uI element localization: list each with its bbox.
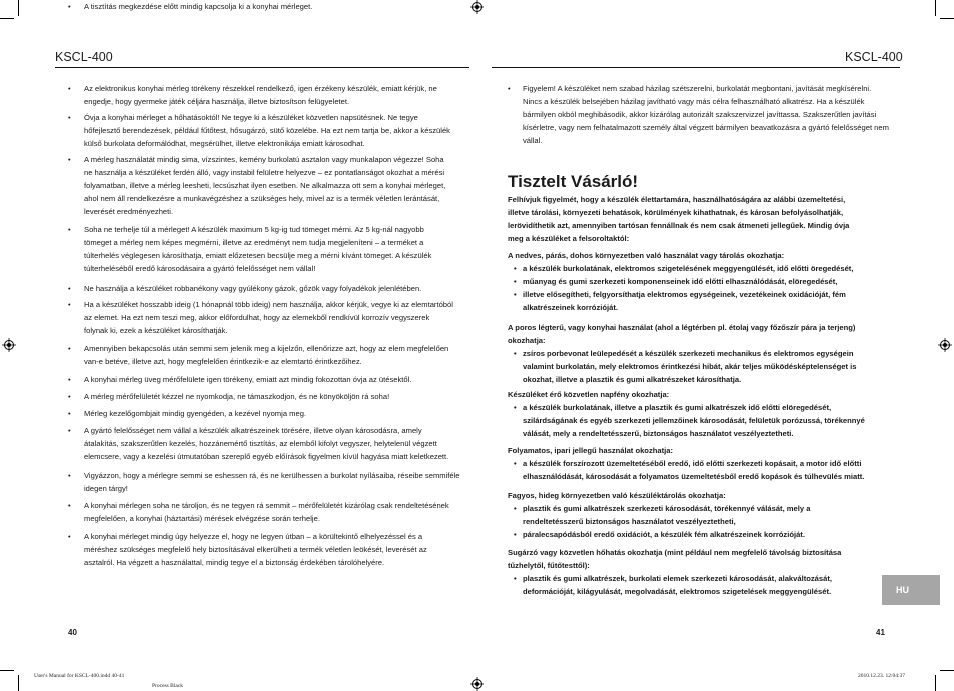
footer-process: Process Black: [152, 683, 184, 689]
list-item: [68, 342, 468, 368]
header-rule-right: [492, 67, 900, 68]
bullet-marker: •: [68, 532, 71, 541]
bullet-marker: •: [508, 84, 511, 93]
bullet-marker: •: [514, 277, 517, 286]
header-rule-left: [55, 67, 469, 68]
bullet-marker: •: [68, 426, 71, 435]
list-item-line: vállal.: [523, 136, 543, 145]
list-item-line: leverését eredményezheti.: [84, 207, 174, 216]
footer-datetime: 2010.12.23. 12:04:37: [858, 673, 906, 679]
header-model-right: KSCL-400: [845, 50, 903, 64]
bullet-marker: •: [514, 349, 517, 358]
bullet-marker: •: [68, 471, 71, 480]
list-item-line: elemcsere, vagy a kezelési útmutatóban szereplő egyéb előírások figyelmen kívül hagyása miatt keletkezett.: [84, 452, 449, 461]
list-item-line: túlterhelés véglegesen károsíthatja, emiatt előzetesen becsülje meg a mérni kívánt tömeget. A készülék: [84, 251, 432, 260]
intro-paragraph-line: lerövidíthetik azt, amennyiben tartósan fennállnak és nem csak átmeneti jellegűek. Mindig óvja: [508, 221, 850, 230]
section-heading: [508, 388, 669, 401]
list-item: [68, 0, 468, 13]
bullet-marker: •: [68, 2, 71, 11]
section-item-line: valamint burkolatán, mely elektromos érintkezési hibát, akár teljes működésképtelenséget is: [523, 362, 857, 371]
section-item: [514, 347, 856, 386]
list-item-line: külső burkolata deformálódhat, megsérülhet, illetve elektronikája emiatt károsodhat.: [84, 139, 365, 148]
list-item-line: Ne használja a készüléket robbanékony vagy gyúlékony gázok, gőzök vagy folyadékok jelenlétében.: [84, 284, 422, 293]
intro-paragraph-line: illetve tárolási, környezeti behatások, körülmények kihathatnak, és károsan befolyásolhatják,: [508, 208, 844, 217]
crop-mark: [940, 18, 954, 19]
bullet-marker: •: [514, 459, 517, 468]
section-item-line: szilárdságának és egyéb szerkezeti jellemzőinek károsodását, felületük porózussá, törékennyé: [523, 416, 865, 425]
intro-paragraph: [508, 193, 849, 245]
list-item-line: kísérletre, vagy nem felhatalmazott személy által végzett bármilyen beavatkozásra a gyártó felelősséget nem: [523, 123, 889, 132]
section-heading-line: tűzhelytől, fűtőtesttől):: [508, 561, 590, 570]
list-item-line: Az elektronikus konyhai mérleg törékeny részekkel rendelkező, igen érzékeny készülék, emiatt kérjük, ne: [84, 84, 437, 93]
list-item-line: tömeget a mérleg nem képes megmérni, illetve az eredményt nem tudja megjeleníteni – a terméket a: [84, 238, 424, 247]
list-item: [68, 499, 468, 525]
bullet-marker: •: [68, 113, 71, 122]
list-item-line: asztalról. Ha végzett a használattal, mindig tegye el a biztonság érdekében tárolóhelyére.: [84, 558, 385, 567]
list-item-line: átalakítás, szakszerűtlen kezelés, hozzánemértő tisztítás, az elemből kifolyt vegyszer, helytelenül végzett: [84, 439, 437, 448]
registration-mark-icon: [470, 0, 484, 14]
list-item-line: ahol nem áll rendelkezésre a munkavégzéshez a szükséges hely, mivel az is a termék véletlen lerántását,: [84, 194, 440, 203]
list-item-line: Óvja a konyhai mérleget a hőhatásoktól! Ne tegye ki a készüléket közvetlen napsütésnek. Ne tegye: [84, 113, 418, 122]
bullet-marker: •: [68, 84, 71, 93]
list-item: [68, 82, 468, 108]
list-item: [68, 153, 468, 218]
bullet-marker: •: [68, 501, 71, 510]
bullet-marker: •: [514, 403, 517, 412]
section-heading-line: Fagyos, hideg környezetben való készüléktárolás okozhatja:: [508, 491, 726, 500]
section-item-line: páralecsapódásból eredő oxidációt, a készülék fém alkatrészeinek korrózióját.: [523, 530, 805, 539]
crop-mark: [935, 675, 936, 691]
page-number-right: 41: [876, 628, 885, 637]
list-item-line: bármilyen okból meghibásodik, akkor kizárólag autorizált szakszervizzel javíttassa. Szakszerűtlen javítási: [523, 110, 877, 119]
list-item-line: idegen tárgy!: [84, 484, 128, 493]
section-item-line: műanyag és gumi szerkezeti komponenseinek idő előtti elhasználódását, elöregedését,: [523, 277, 838, 286]
list-item: [68, 424, 468, 463]
language-tab: [882, 575, 940, 605]
list-item: [68, 469, 468, 495]
section-heading: [508, 444, 673, 457]
section-heading: [508, 489, 726, 502]
bullet-marker: •: [68, 225, 71, 234]
section-item: [514, 502, 810, 528]
list-item-line: túlterheléséből eredő károsodásaira a gyártó felelősséget nem vállal!: [84, 264, 316, 273]
list-item-line: A konyhai mérleget mindig úgy helyezze el, hogy ne legyen útban – a körültekintő elhelyezéssel és a: [84, 532, 423, 541]
list-item-line: van-e betéve, illetve azt, hogy megfelelően érintkezik-e az elemtartó érintkezőihez.: [84, 357, 362, 366]
section-item-line: elhasználódását, károsodását a folyamatos üzemeltetésből eredő kopások és túlhevülés miatt.: [523, 472, 865, 481]
list-item: [68, 407, 468, 420]
list-item-line: A mérleg használatát mindig sima, vízszintes, kemény burkolatú asztalon vagy munkalapon végezze! Soha: [84, 155, 444, 164]
section-item-line: plasztik és gumi alkatrészek szerkezeti károsodását, törékennyé válását, mely a: [523, 504, 811, 513]
section-heading: [508, 249, 784, 262]
list-item-line: engedje, hogy gyermeke játék céljára használja, illetve biztosítson felügyeletet.: [84, 97, 350, 106]
footer-file: User's Manual for KSCL-400.indd 40-41: [34, 673, 125, 679]
list-item-line: A gyártó felelősséget nem vállal a készülék alkatrészeinek törésére, illetve olyan károsodásra, amely: [84, 426, 422, 435]
section-item-line: a készülék burkolatának, illetve a plasztik és gumi alkatrészek idő előtti elöregedését,: [523, 403, 832, 412]
list-item-line: A tisztítás megkezdése előtt mindig kapcsolja ki a konyhai mérleget.: [84, 2, 313, 11]
page-number-left: 40: [68, 628, 77, 637]
bullet-marker: •: [514, 290, 517, 299]
crop-mark: [0, 670, 14, 671]
list-item-line: megfelelően, a konyhai (háztartási) mérések elvégzése során terhelje.: [84, 514, 320, 523]
section-item-line: a készülék forszírozott üzemeltetéséből eredő, idő előtti szerkezeti kopásait, a motor idő előtti: [523, 459, 862, 468]
list-item: [68, 373, 468, 386]
section-heading-line: Folyamatos, ipari jellegű használat okozhatja:: [508, 446, 673, 455]
list-item-line: folynak ki, ezek a készüléket károsíthatják.: [84, 326, 228, 335]
section-heading-line: Készüléket érő közvetlen napfény okozhatja:: [508, 390, 670, 399]
registration-mark-icon: [938, 338, 952, 352]
list-item-line: Nincs a készülék belsejében házilag javítható vagy más célra felhasználható alkatrész. Ha a készülék: [523, 97, 865, 106]
section-item-line: illetve elősegítheti, felgyorsíthatja elektromos egységeinek, vezetékeinek oxidációját, fém: [523, 290, 846, 299]
crop-mark: [18, 675, 19, 691]
crop-mark: [18, 0, 19, 16]
section-heading: [508, 546, 841, 572]
list-item: [68, 223, 468, 275]
bullet-marker: •: [68, 375, 71, 384]
section-heading-line: A nedves, párás, dohos környezetben való használat vagy tárolás okozhatja:: [508, 251, 785, 260]
intro-paragraph-line: Felhívjuk figyelmét, hogy a készülék élettartamára, használhatóságára az alábbi üzemeltetési,: [508, 195, 846, 204]
page-title: Tisztelt Vásárló!: [508, 172, 639, 191]
section-item-line: a készülék burkolatának, elektromos szigetelésének meggyengülését, idő előtti öregedését,: [523, 264, 854, 273]
list-item-line: hőfejlesztő berendezések, például fűtőtest, hősugárzó, sütő közelébe. Ha ezt nem tartja be, akkor a készülék: [84, 126, 450, 135]
bullet-marker: •: [514, 530, 517, 539]
section-item: [514, 262, 853, 275]
registration-mark-icon: [470, 677, 484, 691]
section-item: [514, 572, 832, 598]
list-item-line: A konyhai mérlegen soha ne tároljon, és ne tegyen rá semmit – mérőfelületét kizárólag csak rendeltetésének: [84, 501, 449, 510]
language-tab-label: HU: [896, 585, 909, 595]
bullet-marker: •: [68, 409, 71, 418]
bullet-marker: •: [514, 504, 517, 513]
section-item-line: zsíros porbevonat leülepedését a készülék szerkezeti mechanikus és elektromos egységein: [523, 349, 854, 358]
section-heading-line: Sugárzó vagy közvetlen hőhatás okozhatja (mint például nem megfelelő távolság biztosítása: [508, 548, 842, 557]
bullet-marker: •: [68, 155, 71, 164]
list-item-line: Soha ne terhelje túl a mérleget! A készülék maximum 5 kg-ig tud tömeget mérni. Az 5 kg-nál nagyobb: [84, 225, 424, 234]
bullet-marker: •: [514, 574, 517, 583]
list-item: [68, 111, 468, 150]
list-item: [68, 390, 468, 403]
list-item: [68, 282, 468, 295]
list-item-line: Vigyázzon, hogy a mérlegre semmi se eshessen rá, és ne kerülhessen a burkolat nyílásaiba, réseibe semmiféle: [84, 471, 460, 480]
list-item-line: folyamatban, illetve a mérleg leesheti, lecsúszhat ilyen esetben. Ne alkalmazza ott sem a konyhai mérleget,: [84, 181, 446, 190]
section-heading-line: A poros légterű, vagy konyhai használat (ahol a légtérben pl. étolaj vagy főzőszír pára ja terjeng): [508, 323, 856, 332]
list-item-line: méréshez szükséges megfelelő hely biztosításával elkerülheti a termék véletlen leökését, leverését az: [84, 545, 427, 554]
crop-mark: [940, 670, 954, 671]
section-item-line: alkatrészeinek korrózióját.: [523, 303, 618, 312]
bullet-marker: •: [68, 300, 71, 309]
section-item-line: deformációját, kilágyulását, megolvadását, elektromos szigetelések meggyengülését.: [523, 587, 832, 596]
bullet-marker: •: [514, 264, 517, 273]
section-item: [514, 288, 846, 314]
list-item: [508, 82, 908, 147]
list-item: [68, 298, 468, 337]
list-item-line: Ha a készüléket hosszabb ideig (1 hónapnál több ideig) nem használja, akkor kérjük, vegye ki az elemtartóból: [84, 300, 453, 309]
bullet-marker: •: [68, 392, 71, 401]
bullet-marker: •: [68, 284, 71, 293]
list-item-line: A mérleg mérőfelületét kézzel ne nyomkodja, ne támaszkodjon, és ne könyököljön rá soha!: [84, 392, 390, 401]
section-item-line: plasztik és gumi alkatrészek, burkolati elemek szerkezeti károsodását, alakváltozását,: [523, 574, 832, 583]
registration-mark-icon: [2, 338, 16, 352]
section-item-line: válását, mely a rendeltetésszerű, biztonságos használatot veszélyeztetheti.: [523, 429, 794, 438]
crop-mark: [0, 18, 14, 19]
section-item: [514, 275, 837, 288]
section-heading: [508, 321, 855, 347]
intro-paragraph-line: meg a készüléket a felsoroltaktól:: [508, 234, 630, 243]
section-heading-line: okozhatja:: [508, 336, 546, 345]
header-model-left: KSCL-400: [55, 50, 113, 64]
bullet-marker: •: [68, 344, 71, 353]
list-item: [68, 530, 468, 569]
list-item-line: Amennyiben bekapcsolás után semmi sem jelenik meg a kijelzőn, ellenőrizze azt, hogy az elem megfelelően: [84, 344, 449, 353]
list-item-line: Figyelem! A készüléket nem szabad házilag szétszerelni, burkolatát megbontani, javítását megkísérelni.: [523, 84, 872, 93]
section-item-line: rendeltetésszerű biztonságos használatot veszélyeztetheti,: [523, 517, 736, 526]
list-item-line: A konyhai mérleg üveg mérőfelülete igen törékeny, emiatt azt mindig fokozottan óvja az ütésektől.: [84, 375, 412, 384]
list-item-line: ne használja a készüléket ferdén álló, vagy instabil felületre helyezve – ez pontatlanságot okozhat a mérési: [84, 168, 445, 177]
section-item-line: okozhat, illetve a plasztik és gumi alkatrészeket károsíthatja.: [523, 375, 742, 384]
crop-mark: [935, 0, 936, 16]
section-item: [514, 528, 805, 541]
section-item: [514, 401, 865, 440]
section-item: [514, 457, 864, 483]
list-item-line: az elemet. Ha ezt nem teszi meg, akkor előfordulhat, hogy az elemekből rendkívül korrozív vegyszerek: [84, 313, 430, 322]
list-item-line: Mérleg kezelőgombjait mindig gyengéden, a kezével nyomja meg.: [84, 409, 307, 418]
